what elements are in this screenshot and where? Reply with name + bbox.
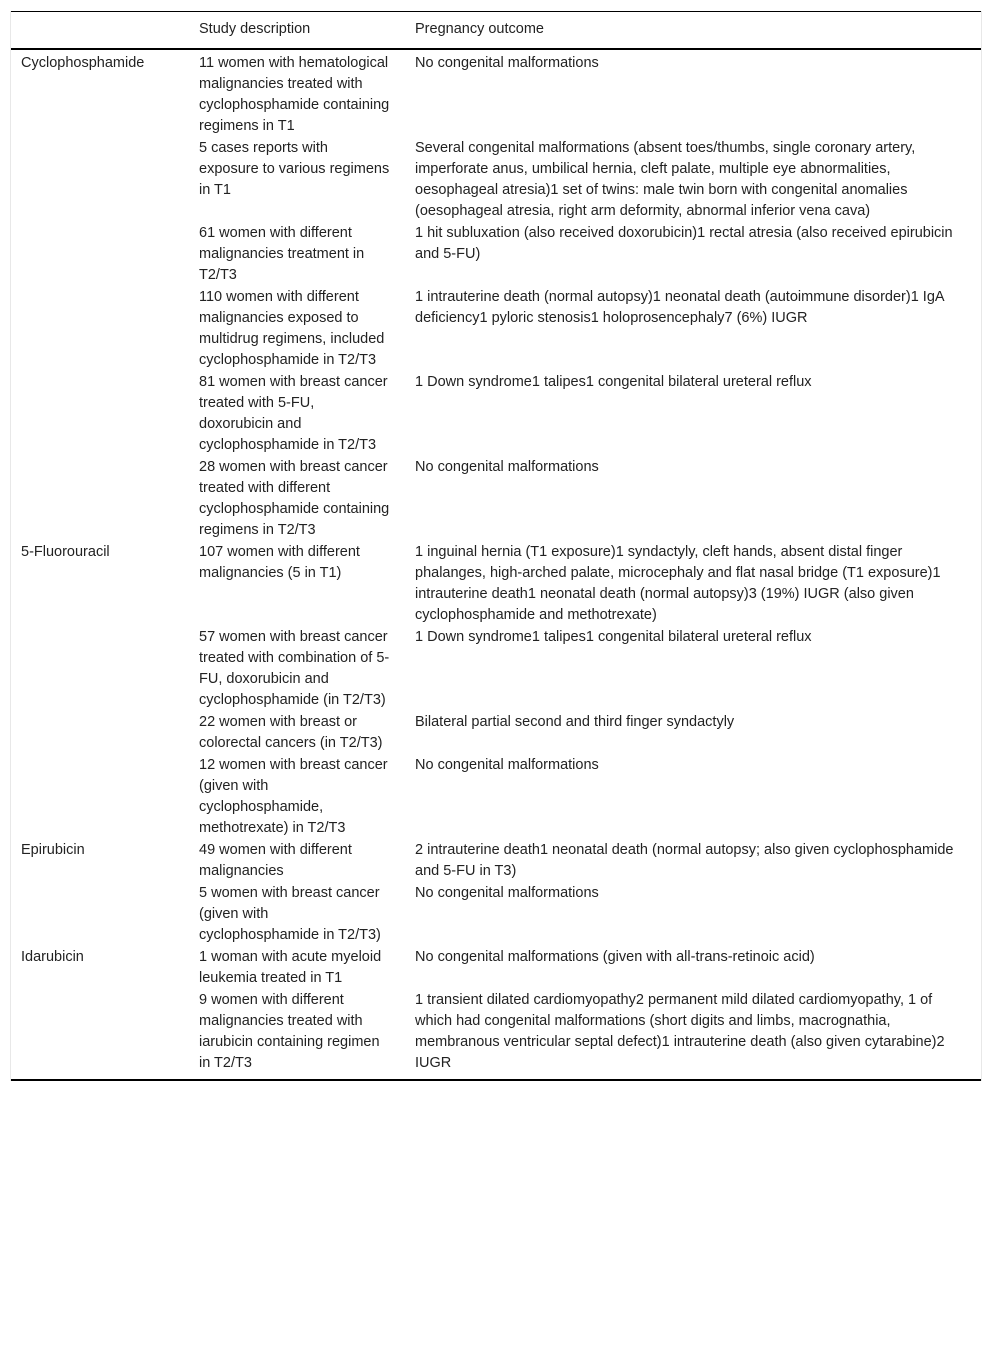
outcome-cell: No congenital malformations (given with all-trans-retinoic acid)	[415, 949, 815, 965]
header-pregnancy-outcome: Pregnancy outcome	[415, 21, 544, 37]
table-row	[11, 371, 981, 456]
study-cell: 5 cases reports with exposure to various regimens in T1	[199, 140, 390, 198]
outcome-cell: 1 Down syndrome1 talipes1 congenital bilateral ureteral reflux	[415, 374, 812, 390]
table-row	[11, 456, 981, 541]
outcome-cell: 1 inguinal hernia (T1 exposure)1 syndactyly, cleft hands, absent distal finger phalanges, high-arched palate, microcephaly and flat nasal bridge (T1 exposure)1 intrauterine death1 neonatal death (normal autopsy)3 (19%) IUGR (also given cyclophosphamide and methotrexate)	[415, 544, 941, 623]
drug-cell: Epirubicin	[21, 842, 85, 858]
drug-cell	[11, 989, 188, 1080]
outcome-cell: 1 hit subluxation (also received doxorubicin)1 rectal atresia (also received epirubicin and 5-FU)	[415, 225, 953, 262]
outcome-cell: Bilateral partial second and third finger syndactyly	[415, 714, 735, 730]
table-row	[11, 839, 981, 882]
pregnancy-outcome-table	[11, 11, 981, 1081]
table-container	[10, 11, 982, 1081]
study-cell: 49 women with different malignancies	[199, 842, 352, 879]
drug-cell	[11, 371, 188, 456]
table-row	[11, 137, 981, 222]
drug-cell: 5-Fluorouracil	[21, 544, 110, 560]
table-row	[11, 286, 981, 371]
study-cell: 81 women with breast cancer treated with 5-FU, doxorubicin and cyclophosphamide in T2/T3	[199, 374, 388, 453]
study-cell: 57 women with breast cancer treated with combination of 5-FU, doxorubicin and cyclophosphamide (in T2/T3)	[199, 629, 390, 708]
drug-cell	[11, 882, 188, 946]
table-row	[11, 946, 981, 989]
drug-cell	[11, 754, 188, 839]
study-cell: 1 woman with acute myeloid leukemia treated in T1	[199, 949, 382, 986]
study-cell: 9 women with different malignancies treated with iarubicin containing regimen in T2/T3	[199, 992, 380, 1071]
outcome-cell: 1 intrauterine death (normal autopsy)1 neonatal death (autoimmune disorder)1 IgA deficiency1 pyloric stenosis1 holoprosencephaly7 (6%) IUGR	[415, 289, 944, 326]
study-cell: 12 women with breast cancer (given with cyclophosphamide, methotrexate) in T2/T3	[199, 757, 388, 836]
drug-cell	[11, 456, 188, 541]
table-row	[11, 541, 981, 626]
drug-cell: Idarubicin	[21, 949, 84, 965]
table-row	[11, 754, 981, 839]
outcome-cell: No congenital malformations	[415, 55, 599, 71]
outcome-cell: 1 transient dilated cardiomyopathy2 permanent mild dilated cardiomyopathy, 1 of which had congenital malformations (short digits and limbs, macrognathia, membranous ventricular septal defect)1 intrauterine death (also given cytarabine)2 IUGR	[415, 992, 945, 1071]
table-row	[11, 626, 981, 711]
study-cell: 22 women with breast or colorectal cancers (in T2/T3)	[199, 714, 383, 751]
header-drug	[11, 12, 188, 50]
study-cell: 11 women with hematological malignancies treated with cyclophosphamide containing regimens in T1	[199, 55, 390, 134]
drug-cell: Cyclophosphamide	[21, 55, 145, 71]
drug-cell	[11, 222, 188, 286]
outcome-cell: Several congenital malformations (absent toes/thumbs, single coronary artery, imperforate anus, umbilical hernia, cleft palate, multiple eye abnormalities, oesophageal atresia)1 set of twins: male twin born with congenital anomalies (oesophageal atresia, right arm deformity, abnormal inferior vena cava)	[415, 140, 916, 219]
outcome-cell: No congenital malformations	[415, 885, 599, 901]
study-cell: 5 women with breast cancer (given with cyclophosphamide in T2/T3)	[199, 885, 381, 943]
study-cell: 61 women with different malignancies treatment in T2/T3	[199, 225, 365, 283]
drug-cell	[11, 286, 188, 371]
study-cell: 107 women with different malignancies (5 in T1)	[199, 544, 360, 581]
table-row	[11, 711, 981, 754]
drug-cell	[11, 626, 188, 711]
drug-cell	[11, 711, 188, 754]
outcome-cell: No congenital malformations	[415, 757, 599, 773]
outcome-cell: No congenital malformations	[415, 459, 599, 475]
outcome-cell: 2 intrauterine death1 neonatal death (normal autopsy; also given cyclophosphamide and 5-FU in T3)	[415, 842, 954, 879]
outcome-cell: 1 Down syndrome1 talipes1 congenital bilateral ureteral reflux	[415, 629, 812, 645]
table-row	[11, 989, 981, 1080]
header-study-description: Study description	[199, 21, 311, 37]
header-row	[11, 12, 981, 50]
drug-cell	[11, 137, 188, 222]
table-row	[11, 222, 981, 286]
table-row	[11, 882, 981, 946]
table-row	[11, 49, 981, 137]
study-cell: 110 women with different malignancies exposed to multidrug regimens, included cyclophosphamide in T2/T3	[199, 289, 385, 368]
study-cell: 28 women with breast cancer treated with different cyclophosphamide containing regimens in T2/T3	[199, 459, 390, 538]
